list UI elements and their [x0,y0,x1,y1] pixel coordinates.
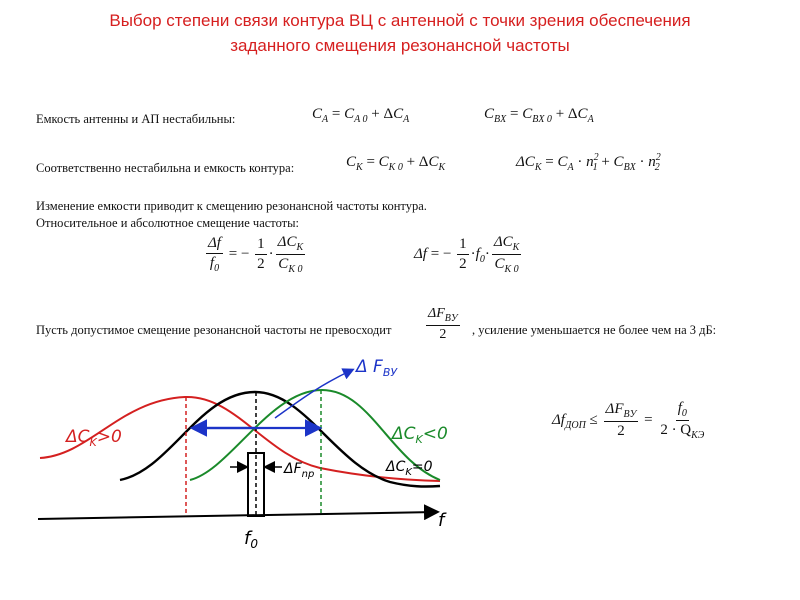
change-text-1: Изменение емкости приводит к смещению резонансной частоты контура. [36,199,427,213]
circuit-text: Соответственно нестабильна и емкость контура: [36,161,295,175]
label-fby: Δ $F_{BУ}$ [356,357,398,379]
formula-dop: $\Delta f_{ДОП}$ ≤ $\frac{\Delta F_{BУ}}{2}$ = $\frac{f_0}{2 \cdot Q_{KЭ}}$ [552,400,705,441]
label-dck-negative: $\Delta C_K<0$ [392,424,448,446]
formula-dck: $\Delta C_K = C_A \cdot n^2_1 + C_{BX} \cdot n^2_2$ [516,152,661,173]
label-dck-positive: $\Delta C_K>0$ [66,427,122,449]
formula-ca: $C_A = C_{A 0} + \Delta C_A$ [312,106,410,125]
formula-absolute: Δf = − $\frac{1}{2}$ $\cdot f_0\cdot$ $\frac{\Delta C_K}{C_{K 0}}$ [414,234,520,275]
title-line-1: Выбор степени связи контура ВЦ с антенной с точки зрения обеспечения [109,11,691,30]
label-f0: $f_0$ [244,528,258,551]
formula-ck: $C_K = C_{K 0} + \Delta C_K$ [346,154,446,173]
change-text-2: Относительное и абсолютное смещение частоты: [36,216,300,230]
title-line-2: заданного смещения резонансной частоты [230,36,570,55]
antenna-text: Емкость антенны и АП нестабильны: [36,112,236,126]
formula-relative: $\frac{\Delta f}{f_0}$ = − $\frac{1}{2}$ · $\frac{\Delta C_K}{C_{K 0}}$ [208,234,304,275]
formula-inline-fby: $\frac{\Delta F_{BУ}}{2}$ [428,306,458,342]
frequency-axis [38,512,436,519]
label-fnp: $\Delta F_{np}$ [284,461,315,480]
label-axis-f: f [438,510,445,531]
allowed-text-after: , усиление уменьшается не более чем на 3 дБ: [472,323,717,337]
formula-cbx: $C_{BX} = C_{BX 0} + \Delta C_A$ [484,106,594,125]
allowed-text-before: Пусть допустимое смещение резонансной частоты не превосходит [36,323,392,337]
label-dck-zero: $\Delta C_K=0$ [386,459,433,478]
